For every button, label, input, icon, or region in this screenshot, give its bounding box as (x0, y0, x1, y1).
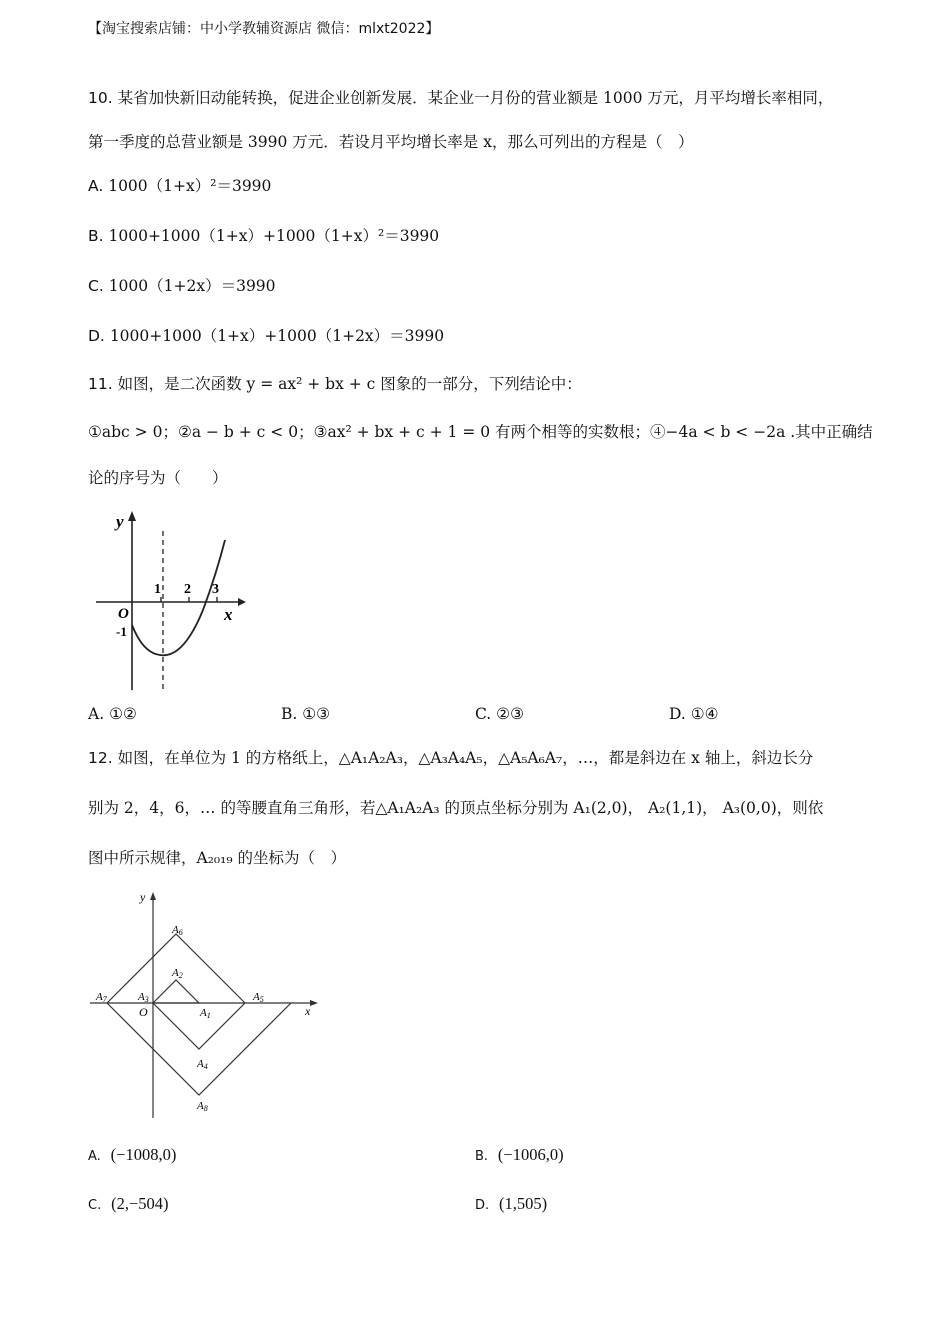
label-a7 (95, 991, 108, 1004)
svg-text:A8: A8 (197, 1100, 208, 1113)
label-a8 (196, 1100, 208, 1113)
label-a1 (199, 1007, 211, 1020)
y-axis-arrow (128, 511, 136, 521)
origin-label: O (118, 606, 129, 622)
q11-option-a: A. ①② (88, 705, 137, 723)
svg-text:A5: A5 (253, 991, 264, 1004)
q10-option-d: D. 1000+1000（1+x）+1000（1+2x）＝3990 (88, 327, 445, 345)
label-a3 (137, 991, 149, 1004)
q12-triangles-graph (88, 885, 328, 1125)
origin-label: O (139, 1005, 148, 1019)
tick-label-neg1: -1 (116, 624, 127, 639)
x-label: x (224, 605, 233, 624)
q10-text-line2: 第一季度的总营业额是 3990 万元．若设月平均增长率是 x，那么可列出的方程是（ ） (88, 133, 694, 151)
q12-option-b: B. (−1006,0) (475, 1145, 564, 1164)
q10-option-c: C. 1000（1+2x）＝3990 (88, 277, 276, 295)
triangle-a1a2a3 (153, 980, 199, 1003)
q11-option-c: C. ②③ (475, 705, 524, 723)
q11-line1 (88, 374, 582, 394)
svg-text:A1: A1 (200, 1007, 211, 1020)
q12-text-line3: 图中所示规律，A₂₀₁₉ 的坐标为（ ） (88, 849, 346, 867)
q12-option-d: D. (1,505) (475, 1194, 548, 1213)
q10-line1 (88, 88, 833, 108)
x-axis-arrow (238, 598, 246, 606)
q11-intro: 如图，是二次函数 y = ax² + bx + c 图象的一部分，下列结论中： (117, 375, 582, 393)
q12-number: 12. (88, 749, 113, 767)
q10-option-b: B. 1000+1000（1+x）+1000（1+x）²＝3990 (88, 227, 440, 245)
svg-text:A3: A3 (138, 991, 149, 1004)
tick-label-1: 1 (154, 582, 161, 597)
q11-option-d: D. ①④ (669, 705, 719, 723)
q12-option-a: A. (−1008,0) (88, 1145, 177, 1164)
q10-number: 10. (88, 89, 113, 107)
triangle-a3a4a5 (153, 1003, 245, 1049)
parabola-curve (132, 540, 225, 655)
x-label: x (305, 1004, 311, 1018)
tick-label-3: 3 (212, 582, 219, 597)
y-label: y (140, 890, 146, 904)
q10-option-a: A. 1000（1+x）²＝3990 (88, 177, 272, 195)
q10-text-line1: 某省加快新旧动能转换，促进企业创新发展．某企业一月份的营业额是 1000 万元，月平均增长率相同， (117, 89, 834, 107)
y-label: y (116, 512, 124, 531)
svg-text:A2: A2 (172, 967, 183, 980)
q12-text-line2: 别为 2，4，6，… 的等腰直角三角形，若△A₁A₂A₃ 的顶点坐标分别为 A₁(2,0)， A₂(1,1)， A₃(0,0)，则依 (88, 799, 824, 817)
tick-label-2: 2 (184, 582, 191, 597)
svg-text:A7: A7 (96, 991, 107, 1004)
label-a5 (252, 991, 264, 1004)
q11-parabola-graph (88, 505, 258, 695)
svg-text:A6: A6 (172, 924, 183, 937)
page-header: 【淘宝搜索店铺：中小学教辅资源店 微信：mlxt2022】 (88, 21, 440, 37)
svg-text:A4: A4 (197, 1058, 208, 1071)
q12-line1 (88, 748, 813, 768)
q11-conditions: ①abc > 0；②a − b + c < 0；③ax² + bx + c + 1 = 0 有两个相等的实数根；④−4a < b < −2a .其中正确结 (88, 423, 873, 441)
y-axis-arrow (150, 892, 156, 900)
q12-option-c: C. (2,−504) (88, 1194, 169, 1213)
label-a4 (196, 1058, 208, 1071)
q11-line3: 论的序号为（ ） (88, 469, 228, 487)
q12-text-line1: 如图，在单位为 1 的方格纸上，△A₁A₂A₃，△A₃A₄A₅，△A₅A₆A₇，…，都是斜边在 x 轴上，斜边长分 (117, 749, 814, 767)
q11-number: 11. (88, 375, 113, 393)
label-a2 (171, 967, 183, 980)
q11-option-b: B. ①③ (281, 705, 331, 723)
label-a6 (171, 924, 183, 937)
x-axis-arrow (310, 1000, 318, 1006)
